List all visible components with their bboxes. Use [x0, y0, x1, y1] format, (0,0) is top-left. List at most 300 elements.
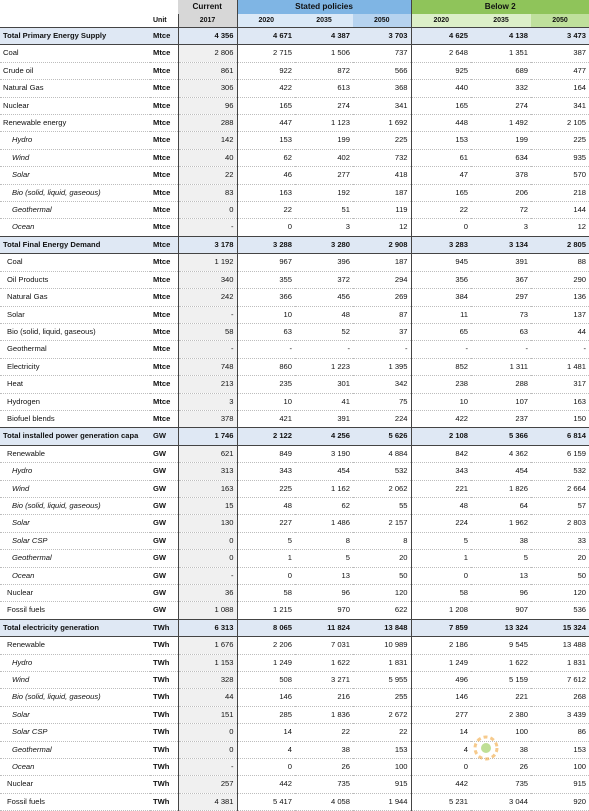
table-row — [0, 793, 589, 810]
value-cell: 6 159 — [531, 445, 589, 462]
value-cell: 317 — [531, 376, 589, 393]
value-cell: 0 — [411, 759, 471, 776]
year-2017: 2017 — [178, 14, 237, 28]
value-cell: 422 — [411, 410, 471, 427]
value-cell: 3 134 — [471, 236, 531, 253]
value-cell: 277 — [411, 706, 471, 723]
value-cell: 237 — [471, 410, 531, 427]
value-cell: 4 256 — [295, 428, 353, 445]
row-label: Bio (solid, liquid, gaseous) — [0, 689, 150, 706]
value-cell: 536 — [531, 602, 589, 619]
row-unit: GW — [150, 602, 178, 619]
value-cell: 313 — [178, 463, 237, 480]
value-cell: 62 — [237, 149, 295, 166]
value-cell: 96 — [178, 97, 237, 114]
table-row — [0, 271, 589, 288]
row-label: Wind — [0, 480, 150, 497]
value-cell: 38 — [471, 532, 531, 549]
value-cell: 137 — [531, 306, 589, 323]
value-cell: 268 — [531, 689, 589, 706]
value-cell: 689 — [471, 62, 531, 79]
value-cell: 88 — [531, 254, 589, 271]
row-unit: Mtce — [150, 80, 178, 97]
row-label: Oil Products — [0, 271, 150, 288]
row-label: Ocean — [0, 219, 150, 236]
row-label: Geothermal — [0, 741, 150, 758]
value-cell: 328 — [178, 672, 237, 689]
value-cell: 10 — [237, 393, 295, 410]
row-unit: Mtce — [150, 289, 178, 306]
table-row — [0, 515, 589, 532]
value-cell: 277 — [295, 167, 353, 184]
row-label: Biofuel blends — [0, 410, 150, 427]
value-cell: - — [178, 567, 237, 584]
value-cell: 58 — [411, 585, 471, 602]
value-cell: 8 — [353, 532, 411, 549]
row-label: Geothermal — [0, 550, 150, 567]
row-unit: TWh — [150, 672, 178, 689]
table-row — [0, 672, 589, 689]
table-row — [0, 602, 589, 619]
value-cell: 274 — [471, 97, 531, 114]
row-unit: GW — [150, 497, 178, 514]
value-cell: 144 — [531, 202, 589, 219]
value-cell: 192 — [295, 184, 353, 201]
row-unit: GW — [150, 445, 178, 462]
table-row — [0, 341, 589, 358]
row-unit: Mtce — [150, 167, 178, 184]
value-cell: 225 — [237, 480, 295, 497]
value-cell: 294 — [353, 271, 411, 288]
row-label: Total Final Energy Demand — [0, 236, 150, 253]
value-cell: 238 — [411, 376, 471, 393]
value-cell: 842 — [411, 445, 471, 462]
row-unit: GW — [150, 550, 178, 567]
year-header-row — [0, 14, 589, 28]
value-cell: 935 — [531, 149, 589, 166]
value-cell: 48 — [237, 497, 295, 514]
value-cell: - — [353, 341, 411, 358]
value-cell: 12 — [531, 219, 589, 236]
group-header-row — [0, 0, 589, 14]
value-cell: 52 — [295, 323, 353, 340]
value-cell: 3 288 — [237, 236, 295, 253]
row-unit: GW — [150, 515, 178, 532]
table-row — [0, 428, 589, 445]
value-cell: 860 — [237, 358, 295, 375]
value-cell: 6 814 — [531, 428, 589, 445]
value-cell: 343 — [411, 463, 471, 480]
value-cell: 163 — [237, 184, 295, 201]
value-cell: 1 492 — [471, 115, 531, 132]
value-cell: 5 159 — [471, 672, 531, 689]
year-b2-2035: 2035 — [471, 14, 531, 28]
row-label: Wind — [0, 149, 150, 166]
value-cell: 1 215 — [237, 602, 295, 619]
value-cell: 221 — [471, 689, 531, 706]
value-cell: 387 — [531, 45, 589, 62]
value-cell: 12 — [353, 219, 411, 236]
value-cell: 1 192 — [178, 254, 237, 271]
value-cell: 447 — [237, 115, 295, 132]
value-cell: 2 157 — [353, 515, 411, 532]
table-row — [0, 358, 589, 375]
row-label: Solar CSP — [0, 724, 150, 741]
table-row — [0, 45, 589, 62]
row-label: Fossil fuels — [0, 602, 150, 619]
table-row — [0, 323, 589, 340]
value-cell: 570 — [531, 167, 589, 184]
value-cell: 735 — [471, 776, 531, 793]
value-cell: 14 — [411, 724, 471, 741]
value-cell: 0 — [237, 219, 295, 236]
value-cell: 37 — [353, 323, 411, 340]
year-b2-2050: 2050 — [531, 14, 589, 28]
value-cell: 4 362 — [471, 445, 531, 462]
value-cell: 199 — [471, 132, 531, 149]
value-cell: 13 — [295, 567, 353, 584]
value-cell: 622 — [353, 602, 411, 619]
row-unit: Mtce — [150, 184, 178, 201]
value-cell: 7 612 — [531, 672, 589, 689]
value-cell: 13 848 — [353, 619, 411, 636]
value-cell: 48 — [411, 497, 471, 514]
value-cell: 47 — [411, 167, 471, 184]
value-cell: 51 — [295, 202, 353, 219]
value-cell: 61 — [411, 149, 471, 166]
row-unit: GW — [150, 463, 178, 480]
table-row — [0, 28, 589, 45]
value-cell: 3 473 — [531, 28, 589, 45]
table-body — [0, 28, 589, 811]
value-cell: 5 417 — [237, 793, 295, 810]
row-label: Heat — [0, 376, 150, 393]
value-cell: 26 — [295, 759, 353, 776]
value-cell: 4 884 — [353, 445, 411, 462]
value-cell: 3 439 — [531, 706, 589, 723]
value-cell: 142 — [178, 132, 237, 149]
value-cell: 48 — [295, 306, 353, 323]
value-cell: 3 — [178, 393, 237, 410]
value-cell: 5 955 — [353, 672, 411, 689]
row-unit: Mtce — [150, 219, 178, 236]
value-cell: 63 — [237, 323, 295, 340]
value-cell: 2 206 — [237, 637, 295, 654]
value-cell: 1 826 — [471, 480, 531, 497]
value-cell: 508 — [237, 672, 295, 689]
table-row — [0, 410, 589, 427]
table-row — [0, 585, 589, 602]
value-cell: 96 — [471, 585, 531, 602]
year-sp-2050: 2050 — [353, 14, 411, 28]
value-cell: 442 — [237, 776, 295, 793]
row-label: Natural Gas — [0, 289, 150, 306]
value-cell: - — [295, 341, 353, 358]
value-cell: 13 324 — [471, 619, 531, 636]
value-cell: 1 944 — [353, 793, 411, 810]
value-cell: 378 — [471, 167, 531, 184]
value-cell: 0 — [237, 759, 295, 776]
table-row — [0, 219, 589, 236]
value-cell: 2 715 — [237, 45, 295, 62]
row-unit: Mtce — [150, 254, 178, 271]
row-unit: Mtce — [150, 115, 178, 132]
value-cell: 15 — [178, 497, 237, 514]
value-cell: 38 — [295, 741, 353, 758]
value-cell: 907 — [471, 602, 531, 619]
value-cell: 2 122 — [237, 428, 295, 445]
row-label: Total electricity generation — [0, 619, 150, 636]
table-row — [0, 567, 589, 584]
row-unit: TWh — [150, 741, 178, 758]
value-cell: 366 — [237, 289, 295, 306]
value-cell: 165 — [411, 184, 471, 201]
table-row — [0, 689, 589, 706]
value-cell: 0 — [178, 741, 237, 758]
value-cell: 136 — [531, 289, 589, 306]
value-cell: 1 249 — [411, 654, 471, 671]
value-cell: 130 — [178, 515, 237, 532]
value-cell: 0 — [178, 202, 237, 219]
row-label: Coal — [0, 254, 150, 271]
value-cell: 4 671 — [237, 28, 295, 45]
row-unit: Mtce — [150, 149, 178, 166]
value-cell: - — [531, 341, 589, 358]
value-cell: 2 803 — [531, 515, 589, 532]
value-cell: 4 356 — [178, 28, 237, 45]
row-label: Renewable — [0, 445, 150, 462]
value-cell: 915 — [531, 776, 589, 793]
value-cell: 1 223 — [295, 358, 353, 375]
row-label: Hydrogen — [0, 393, 150, 410]
row-unit: Mtce — [150, 341, 178, 358]
value-cell: 1 395 — [353, 358, 411, 375]
value-cell: 22 — [237, 202, 295, 219]
value-cell: 306 — [178, 80, 237, 97]
value-cell: 46 — [237, 167, 295, 184]
value-cell: 100 — [471, 724, 531, 741]
row-unit: Mtce — [150, 132, 178, 149]
row-unit: Mtce — [150, 45, 178, 62]
value-cell: 8 — [295, 532, 353, 549]
value-cell: 2 186 — [411, 637, 471, 654]
value-cell: 290 — [531, 271, 589, 288]
value-cell: 1 249 — [237, 654, 295, 671]
row-label: Solar CSP — [0, 532, 150, 549]
row-label: Nuclear — [0, 585, 150, 602]
value-cell: - — [237, 341, 295, 358]
value-cell: 26 — [471, 759, 531, 776]
row-label: Wind — [0, 672, 150, 689]
table-row — [0, 463, 589, 480]
table-row — [0, 550, 589, 567]
row-label: Total Primary Energy Supply — [0, 28, 150, 45]
value-cell: 1 831 — [353, 654, 411, 671]
value-cell: 153 — [411, 132, 471, 149]
table-row — [0, 62, 589, 79]
value-cell: 2 672 — [353, 706, 411, 723]
value-cell: 7 859 — [411, 619, 471, 636]
value-cell: 57 — [531, 497, 589, 514]
value-cell: 4 387 — [295, 28, 353, 45]
row-label: Electricity — [0, 358, 150, 375]
table-row — [0, 306, 589, 323]
watermark-logo-icon — [470, 728, 580, 768]
value-cell: 5 — [471, 550, 531, 567]
row-unit: Mtce — [150, 323, 178, 340]
value-cell: 22 — [178, 167, 237, 184]
row-label: Hydro — [0, 654, 150, 671]
value-cell: 64 — [471, 497, 531, 514]
value-cell: 146 — [411, 689, 471, 706]
value-cell: 0 — [178, 550, 237, 567]
value-cell: 41 — [295, 393, 353, 410]
value-cell: 206 — [471, 184, 531, 201]
row-label: Crude oil — [0, 62, 150, 79]
value-cell: 4 058 — [295, 793, 353, 810]
value-cell: 20 — [531, 550, 589, 567]
row-label: Coal — [0, 45, 150, 62]
value-cell: 1 208 — [411, 602, 471, 619]
value-cell: 1 162 — [295, 480, 353, 497]
value-cell: 22 — [411, 202, 471, 219]
value-cell: 22 — [295, 724, 353, 741]
value-cell: 925 — [411, 62, 471, 79]
table-row — [0, 132, 589, 149]
value-cell: 153 — [531, 741, 589, 758]
value-cell: 146 — [237, 689, 295, 706]
table-row — [0, 706, 589, 723]
value-cell: 2 805 — [531, 236, 589, 253]
value-cell: 119 — [353, 202, 411, 219]
row-label: Ocean — [0, 567, 150, 584]
value-cell: 477 — [531, 62, 589, 79]
value-cell: 5 231 — [411, 793, 471, 810]
value-cell: 5 — [295, 550, 353, 567]
row-unit: TWh — [150, 706, 178, 723]
value-cell: 187 — [353, 184, 411, 201]
value-cell: 340 — [178, 271, 237, 288]
value-cell: 11 — [411, 306, 471, 323]
group-stated-policies: Stated policies — [237, 0, 411, 14]
table-row — [0, 80, 589, 97]
value-cell: 748 — [178, 358, 237, 375]
table-row — [0, 149, 589, 166]
value-cell: 5 626 — [353, 428, 411, 445]
row-unit: Mtce — [150, 97, 178, 114]
value-cell: 285 — [237, 706, 295, 723]
value-cell: 2 648 — [411, 45, 471, 62]
label-header — [0, 14, 150, 28]
row-label: Hydro — [0, 132, 150, 149]
row-label: Hydro — [0, 463, 150, 480]
value-cell: 945 — [411, 254, 471, 271]
value-cell: 849 — [237, 445, 295, 462]
value-cell: 1 351 — [471, 45, 531, 62]
table-row — [0, 184, 589, 201]
value-cell: 1 123 — [295, 115, 353, 132]
value-cell: 1 692 — [353, 115, 411, 132]
row-label: Geothermal — [0, 341, 150, 358]
value-cell: 1 486 — [295, 515, 353, 532]
value-cell: 100 — [531, 759, 589, 776]
value-cell: 73 — [471, 306, 531, 323]
group-current: Current — [178, 0, 237, 14]
value-cell: 5 — [411, 532, 471, 549]
value-cell: 343 — [237, 463, 295, 480]
value-cell: 737 — [353, 45, 411, 62]
row-unit: Mtce — [150, 393, 178, 410]
value-cell: 150 — [531, 410, 589, 427]
value-cell: 1 746 — [178, 428, 237, 445]
value-cell: 2 806 — [178, 45, 237, 62]
value-cell: 422 — [237, 80, 295, 97]
value-cell: 372 — [295, 271, 353, 288]
value-cell: 153 — [237, 132, 295, 149]
table-row — [0, 619, 589, 636]
value-cell: 257 — [178, 776, 237, 793]
value-cell: 1 622 — [295, 654, 353, 671]
row-label: Nuclear — [0, 776, 150, 793]
value-cell: 297 — [471, 289, 531, 306]
value-cell: 384 — [411, 289, 471, 306]
value-cell: 10 — [411, 393, 471, 410]
value-cell: 566 — [353, 62, 411, 79]
row-unit: Mtce — [150, 202, 178, 219]
value-cell: 10 — [237, 306, 295, 323]
value-cell: 3 703 — [353, 28, 411, 45]
row-label: Total installed power generation capa — [0, 428, 150, 445]
value-cell: 3 178 — [178, 236, 237, 253]
value-cell: 65 — [411, 323, 471, 340]
value-cell: 224 — [353, 410, 411, 427]
value-cell: 3 — [471, 219, 531, 236]
value-cell: 332 — [471, 80, 531, 97]
corner-blank-unit — [150, 0, 178, 14]
value-cell: 922 — [237, 62, 295, 79]
value-cell: 218 — [531, 184, 589, 201]
row-label: Renewable — [0, 637, 150, 654]
value-cell: 15 324 — [531, 619, 589, 636]
value-cell: 861 — [178, 62, 237, 79]
value-cell: 735 — [295, 776, 353, 793]
value-cell: 58 — [237, 585, 295, 602]
value-cell: 5 366 — [471, 428, 531, 445]
value-cell: 1 836 — [295, 706, 353, 723]
value-cell: 269 — [353, 289, 411, 306]
value-cell: 920 — [531, 793, 589, 810]
value-cell: 225 — [353, 132, 411, 149]
value-cell: 4 138 — [471, 28, 531, 45]
table-row — [0, 497, 589, 514]
value-cell: 22 — [353, 724, 411, 741]
value-cell: 1 622 — [471, 654, 531, 671]
row-unit: TWh — [150, 689, 178, 706]
row-unit: GW — [150, 428, 178, 445]
value-cell: 4 — [237, 741, 295, 758]
value-cell: 120 — [353, 585, 411, 602]
value-cell: 532 — [531, 463, 589, 480]
row-label: Ocean — [0, 759, 150, 776]
value-cell: 396 — [295, 254, 353, 271]
value-cell: 14 — [237, 724, 295, 741]
row-unit: TWh — [150, 619, 178, 636]
table-row — [0, 393, 589, 410]
corner-blank — [0, 0, 150, 14]
value-cell: 235 — [237, 376, 295, 393]
value-cell: 532 — [353, 463, 411, 480]
value-cell: 86 — [531, 724, 589, 741]
